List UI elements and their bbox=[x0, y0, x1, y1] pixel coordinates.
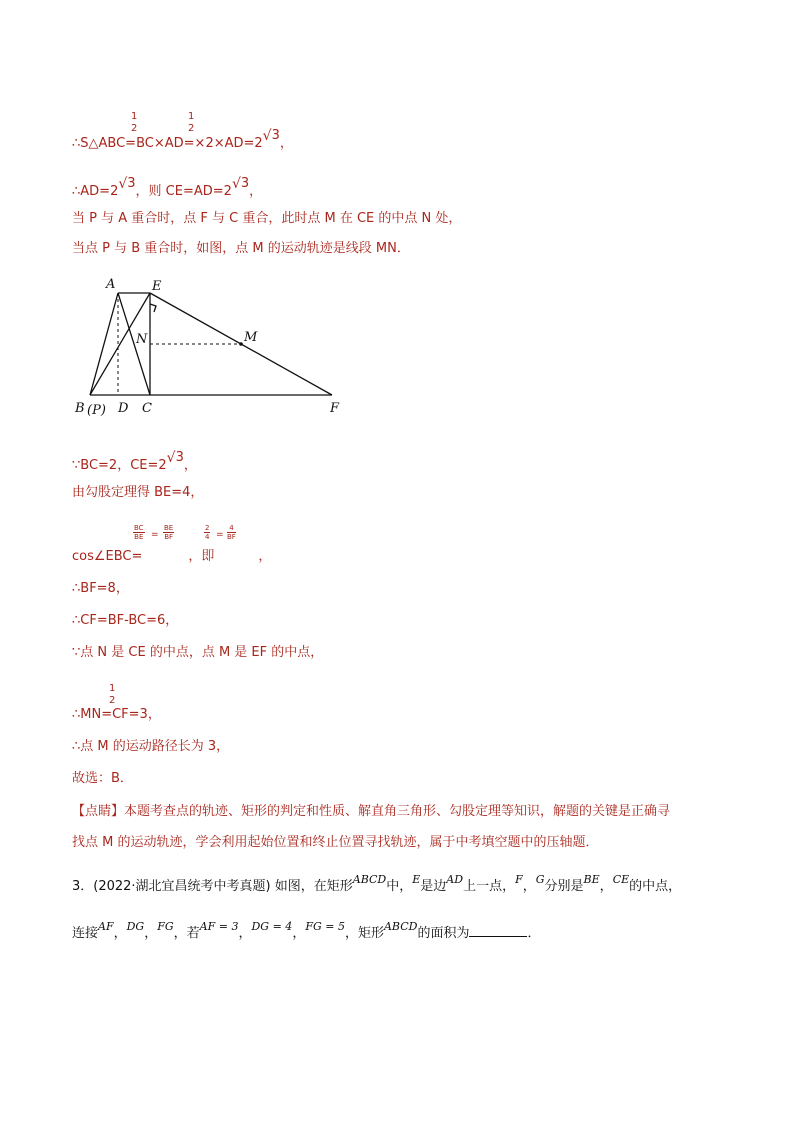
line-cf: ∴CF=BF-BC=6， bbox=[72, 613, 179, 628]
line-bf: ∴BF=8， bbox=[72, 581, 129, 596]
sqrt-val: 3 bbox=[271, 128, 280, 143]
text-seg: CF=3， bbox=[112, 707, 161, 722]
label-b: B bbox=[75, 401, 85, 416]
text-seg: ∴S△ABC= bbox=[72, 136, 137, 151]
label-e: E bbox=[152, 279, 162, 294]
frac-4-bf bbox=[227, 524, 236, 541]
text-seg: 是边 bbox=[420, 879, 447, 894]
frac-be-bf bbox=[163, 524, 174, 541]
sqrt-val: 3 bbox=[175, 450, 184, 465]
half-den: 2 bbox=[109, 695, 116, 706]
text-seg: ，矩形 bbox=[344, 926, 384, 941]
sqrt-sym: √ bbox=[262, 128, 272, 144]
label-p: (P) bbox=[87, 403, 106, 418]
text-seg: ， bbox=[238, 926, 252, 941]
label-m: M bbox=[244, 330, 258, 345]
text-seg: 的面积为 bbox=[417, 926, 470, 941]
label-n: N bbox=[136, 332, 148, 347]
math-e: E bbox=[412, 873, 421, 886]
label-d: D bbox=[118, 401, 129, 416]
label-a: A bbox=[106, 277, 116, 292]
text-seg: ， bbox=[249, 184, 263, 199]
text-seg: ， bbox=[144, 926, 158, 941]
text-seg: ∴MN= bbox=[72, 707, 113, 722]
sqrt-val: 3 bbox=[240, 176, 250, 191]
sqrt-val: 3 bbox=[127, 176, 136, 191]
line-mn bbox=[72, 706, 161, 724]
right-angle-mark bbox=[150, 304, 156, 312]
frac-bc-be bbox=[133, 524, 145, 541]
text-seg: ，若 bbox=[173, 926, 200, 941]
line-p-b: 当点 P 与 B 重合时，如图，点 M 的运动轨迹是线段 MN． bbox=[72, 241, 410, 256]
sqrt-sym: √ bbox=[166, 450, 176, 466]
text-seg: 3．(2022·湖北宜昌统考中考真题) 如图，在矩形 bbox=[72, 879, 353, 894]
math-dg: DG bbox=[126, 920, 145, 933]
math-fg-5: FG = 5 bbox=[305, 920, 345, 933]
frac-den: BF bbox=[164, 533, 174, 541]
half-num: 1 bbox=[109, 683, 116, 694]
half-den-1: 2 bbox=[131, 123, 138, 134]
geometry-figure bbox=[70, 272, 360, 420]
math-fg: FG bbox=[157, 920, 174, 933]
question-3-line-1 bbox=[72, 873, 682, 896]
line-answer: 故选：B． bbox=[72, 771, 133, 786]
line-ad bbox=[72, 176, 263, 201]
line-midpoints: ∵点 N 是 CE 的中点，点 M 是 EF 的中点， bbox=[72, 645, 324, 660]
point-m bbox=[239, 342, 243, 346]
math-ad: AD bbox=[446, 873, 464, 886]
math-abcd: ABCD bbox=[352, 873, 387, 886]
line-area-abc bbox=[72, 128, 293, 153]
answer-blank[interactable] bbox=[469, 924, 527, 937]
line-pythag: 由勾股定理得 BE=4， bbox=[72, 485, 204, 500]
text-seg: 连接 bbox=[72, 926, 99, 941]
half-num-1: 1 bbox=[131, 111, 138, 122]
math-ce: CE bbox=[612, 873, 630, 886]
sqrt-3 bbox=[231, 176, 250, 201]
half-num-2: 1 bbox=[188, 111, 195, 122]
frac-eq: = bbox=[151, 530, 159, 540]
math-af: AF bbox=[98, 920, 114, 933]
comment-tag: 【点睛】 bbox=[72, 804, 125, 819]
line-path-length: ∴点 M 的运动路径长为 3， bbox=[72, 739, 230, 754]
line-comment-2: 找点 M 的运动轨迹，学会利用起始位置和终止位置寻找轨迹，属于中考填空题中的压轴题． bbox=[72, 835, 599, 850]
frac-den: BF bbox=[227, 533, 236, 541]
half-den-2: 2 bbox=[188, 123, 195, 134]
line-cos bbox=[72, 548, 271, 566]
text-seg: ， bbox=[258, 549, 272, 564]
frac-num: 2 bbox=[205, 524, 210, 532]
text-seg: 上一点， bbox=[463, 879, 516, 894]
math-f: F bbox=[515, 873, 523, 886]
text-seg: ∴AD=2 bbox=[72, 184, 119, 199]
frac-num: BE bbox=[164, 524, 174, 532]
text-seg: ， bbox=[113, 926, 127, 941]
text-seg: ， bbox=[292, 926, 306, 941]
sqrt-sym: √ bbox=[231, 176, 241, 192]
text-seg: 的中点， bbox=[629, 879, 682, 894]
sqrt-3 bbox=[166, 450, 184, 475]
line-bc-ce bbox=[72, 450, 197, 475]
sqrt-3 bbox=[118, 176, 136, 201]
text-seg: ，则 CE=AD=2 bbox=[135, 184, 232, 199]
segment-ba bbox=[90, 293, 118, 395]
frac-2-4 bbox=[204, 524, 210, 541]
frac-den: BE bbox=[134, 533, 144, 541]
text-seg: ， bbox=[279, 136, 293, 151]
sqrt-3 bbox=[262, 128, 280, 153]
frac-den: 4 bbox=[205, 533, 210, 541]
math-abcd: ABCD bbox=[383, 920, 418, 933]
math-af-3: AF = 3 bbox=[199, 920, 239, 933]
math-dg-4: DG = 4 bbox=[251, 920, 293, 933]
text-seg: ×2×AD=2 bbox=[194, 136, 263, 151]
comment-text: 本题考查点的轨迹、矩形的判定和性质、解直角三角形、勾股定理等知识，解题的关键是正确寻 bbox=[124, 804, 671, 819]
text-seg: 分别是 bbox=[544, 879, 584, 894]
text-seg: ， bbox=[183, 458, 197, 473]
sqrt-sym: √ bbox=[118, 176, 128, 192]
text-seg: ， bbox=[599, 879, 613, 894]
text-seg: cos∠EBC= bbox=[72, 549, 143, 564]
text-seg: ， bbox=[522, 879, 536, 894]
label-c: C bbox=[142, 401, 152, 416]
text-seg: 中， bbox=[386, 879, 413, 894]
frac-num: 4 bbox=[227, 524, 236, 533]
frac-eq: = bbox=[216, 530, 224, 540]
text-seg: BC×AD= bbox=[136, 136, 195, 151]
frac-num: BC bbox=[134, 524, 144, 532]
text-seg: ∵BC=2，CE=2 bbox=[72, 458, 167, 473]
line-comment-1 bbox=[72, 803, 670, 821]
text-seg: ． bbox=[527, 926, 541, 941]
math-be: BE bbox=[583, 873, 600, 886]
text-seg: ，即 bbox=[188, 549, 215, 564]
line-p-a: 当 P 与 A 重合时，点 F 与 C 重合，此时点 M 在 CE 的中点 N 处， bbox=[72, 211, 462, 226]
label-f: F bbox=[330, 401, 340, 416]
question-3-line-2 bbox=[72, 920, 541, 943]
math-g: G bbox=[535, 873, 545, 886]
